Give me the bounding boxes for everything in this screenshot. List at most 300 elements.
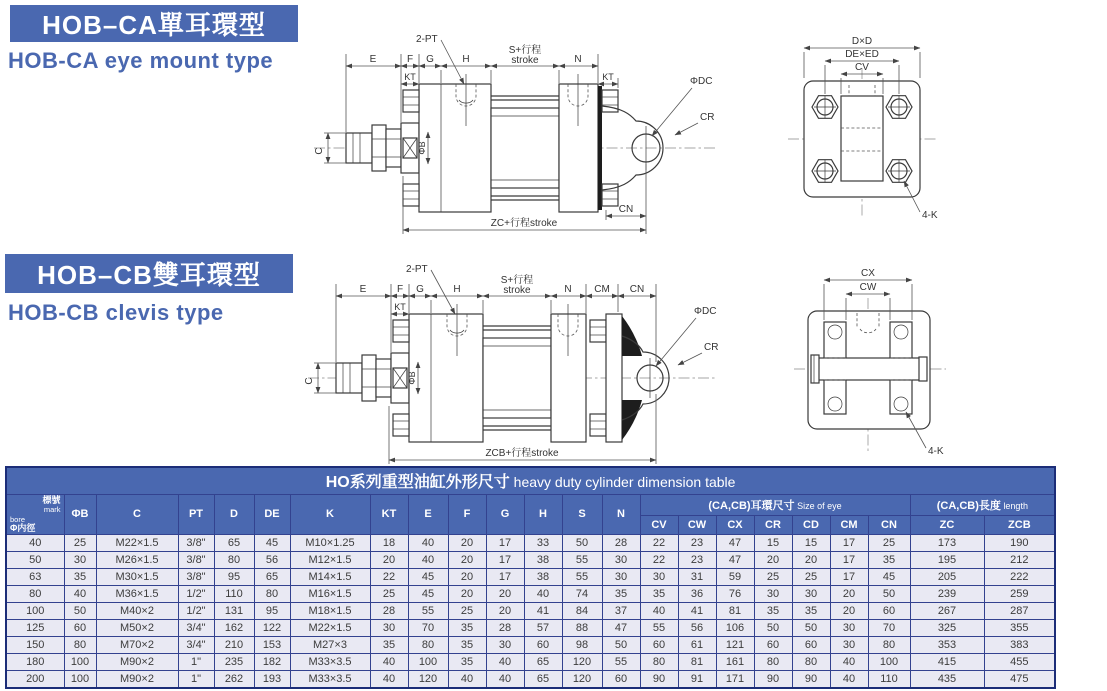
cell: 353 (910, 636, 984, 653)
column-header: S (562, 494, 602, 534)
cell: 17 (830, 568, 868, 585)
column-header: ΦB (64, 494, 96, 534)
cell: 262 (214, 670, 254, 688)
cell: 60 (792, 636, 830, 653)
cell: 17 (486, 551, 524, 568)
cell: 22 (640, 534, 678, 551)
dim-cx: CX (861, 268, 875, 279)
cell: 18 (370, 534, 408, 551)
cell: 25 (370, 585, 408, 602)
cell: 41 (524, 602, 562, 619)
cell: M36×1.5 (96, 585, 178, 602)
cell: 81 (716, 602, 754, 619)
cell: 57 (524, 619, 562, 636)
dimension-table-wrapper (5, 466, 1056, 689)
sub-column-header: CN (868, 515, 910, 534)
ca-title-zh: HOB–CA單耳環型 (42, 10, 266, 40)
cell: 81 (678, 653, 716, 670)
cell: 80 (868, 636, 910, 653)
cell: 74 (562, 585, 602, 602)
cell: 50 (754, 619, 792, 636)
dimension-table (5, 466, 1056, 689)
dim-c: C (314, 147, 325, 155)
cell: 30 (792, 585, 830, 602)
cell: 91 (678, 670, 716, 688)
dim-f: F (406, 54, 414, 65)
cell: 35 (868, 551, 910, 568)
cell: 25 (868, 534, 910, 551)
sub-column-header: CV (640, 515, 678, 534)
cell: 80 (754, 653, 792, 670)
cell: 40 (486, 653, 524, 670)
cell: 60 (640, 636, 678, 653)
dim-dc: ΦDC (694, 306, 717, 317)
sub-column-header: CX (716, 515, 754, 534)
table-title-en: heavy duty cylinder dimension table (509, 474, 736, 491)
cell: 35 (754, 602, 792, 619)
cell: 40 (640, 602, 678, 619)
port-label: 2-PT (416, 34, 438, 45)
cell: 106 (716, 619, 754, 636)
cell: 110 (868, 670, 910, 688)
cell: 120 (562, 653, 602, 670)
length-group-header: (CA,CB)長度 length (910, 494, 1055, 515)
cell: 90 (792, 670, 830, 688)
cell: 65 (524, 653, 562, 670)
cell: 90 (640, 670, 678, 688)
cell: 31 (678, 568, 716, 585)
ca-title-en: HOB-CA eye mount type (8, 48, 274, 73)
column-header: PT (178, 494, 214, 534)
cell: 65 (524, 670, 562, 688)
column-header: F (448, 494, 486, 534)
corner-header (6, 494, 64, 534)
cell: 17 (486, 534, 524, 551)
cell: 20 (792, 551, 830, 568)
ca-end-drawing (752, 24, 964, 229)
cell: 40 (64, 585, 96, 602)
cell: 59 (716, 568, 754, 585)
cell: 80 (6, 585, 64, 602)
cell: 15 (754, 534, 792, 551)
cell: 131 (214, 602, 254, 619)
cell: 56 (254, 551, 290, 568)
dim-h: H (462, 54, 470, 65)
cell: 76 (716, 585, 754, 602)
cell: 1/2" (178, 602, 214, 619)
ca-title-banner (10, 5, 298, 42)
table-row (6, 534, 1055, 551)
cell: 30 (754, 585, 792, 602)
dim-zc: ZC+行程stroke (490, 218, 558, 229)
cell: 1" (178, 670, 214, 688)
cell: 455 (984, 653, 1055, 670)
cell: 63 (6, 568, 64, 585)
cb-title-banner (5, 254, 293, 293)
cell: 150 (6, 636, 64, 653)
cell: 50 (868, 585, 910, 602)
cell: 80 (64, 636, 96, 653)
table-body (6, 534, 1055, 688)
dim-kt-left: KT (404, 72, 416, 82)
cell: 50 (602, 636, 640, 653)
cell: 3/8" (178, 534, 214, 551)
cell: 100 (64, 670, 96, 688)
cell: 55 (640, 619, 678, 636)
sub-column-header: ZC (910, 515, 984, 534)
cb-title-zh: HOB–CB雙耳環型 (37, 260, 261, 290)
cell: 60 (524, 636, 562, 653)
cell: 325 (910, 619, 984, 636)
cell: M10×1.25 (290, 534, 370, 551)
cell: 25 (754, 568, 792, 585)
sub-column-header: CD (792, 515, 830, 534)
cell: 35 (792, 602, 830, 619)
cell: M16×1.5 (290, 585, 370, 602)
dim-dd: D×D (851, 36, 873, 47)
cell: 38 (524, 551, 562, 568)
column-header: H (524, 494, 562, 534)
cell: 195 (910, 551, 984, 568)
cell: 222 (984, 568, 1055, 585)
cell: 20 (830, 602, 868, 619)
dim-c: C (304, 377, 315, 385)
cell: 17 (830, 551, 868, 568)
table-row (6, 653, 1055, 670)
column-header: D (214, 494, 254, 534)
table-title-zh: HO系列重型油缸外形尺寸 (325, 474, 510, 492)
dim-cr: CR (704, 342, 719, 353)
cell: 239 (910, 585, 984, 602)
cell: 61 (678, 636, 716, 653)
cell: 212 (984, 551, 1055, 568)
cell: 50 (64, 602, 96, 619)
cell: 100 (408, 653, 448, 670)
cell: 55 (562, 568, 602, 585)
dim-e: E (359, 284, 367, 295)
dim-4k: 4-K (928, 446, 944, 457)
cell: 383 (984, 636, 1055, 653)
cell: 162 (214, 619, 254, 636)
cb-side-drawing (298, 256, 724, 474)
cell: 35 (448, 653, 486, 670)
cell: 40 (370, 653, 408, 670)
cell: 17 (830, 534, 868, 551)
dim-cv: CV (855, 62, 869, 73)
table-row (6, 602, 1055, 619)
table-row (6, 585, 1055, 602)
cell: 35 (64, 568, 96, 585)
cell: 259 (984, 585, 1055, 602)
cell: 22 (370, 568, 408, 585)
table-header-row-1 (6, 494, 1055, 515)
cell: 3/8" (178, 551, 214, 568)
cell: 98 (562, 636, 602, 653)
dim-zcb: ZCB+行程stroke (485, 448, 559, 459)
dim-deed: DE×ED (845, 49, 879, 60)
cell: 100 (6, 602, 64, 619)
dim-cn-top: CN (629, 284, 645, 295)
cell: 355 (984, 619, 1055, 636)
cell: 25 (448, 602, 486, 619)
cell: 267 (910, 602, 984, 619)
table-title-row (6, 467, 1055, 494)
dim-cr: CR (700, 112, 715, 123)
cell: 171 (716, 670, 754, 688)
sub-column-header: CR (754, 515, 792, 534)
cell: 56 (678, 619, 716, 636)
cb-title-en: HOB-CB clevis type (8, 300, 224, 325)
cell: 17 (486, 568, 524, 585)
cell: 110 (214, 585, 254, 602)
cell: 47 (716, 551, 754, 568)
cell: 35 (448, 619, 486, 636)
dim-s-en: stroke (503, 285, 531, 296)
column-header: KT (370, 494, 408, 534)
cell: 88 (562, 619, 602, 636)
cell: 80 (254, 585, 290, 602)
cell: 30 (640, 568, 678, 585)
column-header: C (96, 494, 178, 534)
cell: 33 (524, 534, 562, 551)
cell: 40 (486, 670, 524, 688)
cell: 40 (370, 670, 408, 688)
cell: 60 (754, 636, 792, 653)
dim-e: E (369, 54, 377, 65)
cell: 3/8" (178, 568, 214, 585)
cell: 30 (370, 619, 408, 636)
cell: 55 (408, 602, 448, 619)
cell: 35 (370, 636, 408, 653)
dim-cw: CW (859, 282, 877, 293)
table-title (6, 467, 1055, 494)
cell: 80 (640, 653, 678, 670)
dim-s-zh: S+行程 (508, 45, 542, 56)
cell: M30×1.5 (96, 568, 178, 585)
cell: 30 (64, 551, 96, 568)
cell: 20 (830, 585, 868, 602)
dim-g: G (416, 284, 424, 295)
cell: 36 (678, 585, 716, 602)
sub-column-header: CM (830, 515, 868, 534)
cell: 40 (830, 670, 868, 688)
cell: 45 (408, 568, 448, 585)
cell: 35 (602, 585, 640, 602)
cell: 415 (910, 653, 984, 670)
cell: 1" (178, 653, 214, 670)
cell: 80 (408, 636, 448, 653)
cell: 65 (254, 568, 290, 585)
cell: 3/4" (178, 619, 214, 636)
port-label: 2-PT (406, 264, 428, 275)
cell: 20 (448, 534, 486, 551)
dim-cm: CM (594, 284, 610, 295)
cell: 28 (486, 619, 524, 636)
cell: 40 (830, 653, 868, 670)
eye-size-group-header: (CA,CB)耳環尺寸 Size of eye (640, 494, 910, 515)
cb-end-drawing (766, 258, 978, 463)
cell: 28 (602, 534, 640, 551)
cell: 15 (792, 534, 830, 551)
corner-bore: bore Φ内徑 (10, 514, 36, 533)
cell: 70 (408, 619, 448, 636)
cell: 47 (602, 619, 640, 636)
dim-cn: CN (618, 204, 634, 215)
cell: M90×2 (96, 670, 178, 688)
cell: 45 (408, 585, 448, 602)
cell: M12×1.5 (290, 551, 370, 568)
column-header: K (290, 494, 370, 534)
ca-side-drawing (298, 26, 724, 244)
cell: 55 (562, 551, 602, 568)
cell: 40 (408, 551, 448, 568)
cell: 120 (562, 670, 602, 688)
cell: 30 (602, 551, 640, 568)
cell: 235 (214, 653, 254, 670)
cell: 50 (6, 551, 64, 568)
cell: 95 (254, 602, 290, 619)
cell: 153 (254, 636, 290, 653)
cell: 30 (486, 636, 524, 653)
cell: 20 (448, 585, 486, 602)
cell: 45 (868, 568, 910, 585)
dim-dc: ΦDC (690, 76, 713, 87)
dim-n: N (564, 284, 572, 295)
column-header: G (486, 494, 524, 534)
column-header: DE (254, 494, 290, 534)
cell: 190 (984, 534, 1055, 551)
cell: 60 (602, 670, 640, 688)
dim-s-en: stroke (511, 55, 539, 66)
cell: 80 (792, 653, 830, 670)
cell: M27×3 (290, 636, 370, 653)
cell: 40 (6, 534, 64, 551)
cell: 45 (254, 534, 290, 551)
cell: 200 (6, 670, 64, 688)
cell: 37 (602, 602, 640, 619)
column-header: N (602, 494, 640, 534)
dim-kt-right: KT (602, 72, 614, 82)
sub-column-header: ZCB (984, 515, 1055, 534)
cell: 193 (254, 670, 290, 688)
table-row (6, 636, 1055, 653)
cell: 50 (562, 534, 602, 551)
cell: M14×1.5 (290, 568, 370, 585)
cell: 20 (486, 585, 524, 602)
cell: 475 (984, 670, 1055, 688)
cell: 35 (448, 636, 486, 653)
cell: 23 (678, 551, 716, 568)
dim-kt-left: KT (394, 302, 406, 312)
cell: 55 (602, 653, 640, 670)
cell: 95 (214, 568, 254, 585)
cell: 25 (792, 568, 830, 585)
dim-h: H (453, 284, 461, 295)
cell: M70×2 (96, 636, 178, 653)
cell: 30 (830, 636, 868, 653)
cell: 121 (716, 636, 754, 653)
cell: 100 (868, 653, 910, 670)
dim-g: G (426, 54, 434, 65)
cell: 22 (640, 551, 678, 568)
table-row (6, 551, 1055, 568)
cell: 60 (64, 619, 96, 636)
cell: 38 (524, 568, 562, 585)
corner-mark: 標號 mark (42, 494, 61, 514)
cell: M22×1.5 (290, 619, 370, 636)
cell: 205 (910, 568, 984, 585)
cell: 3/4" (178, 636, 214, 653)
cell: 30 (602, 568, 640, 585)
cell: M18×1.5 (290, 602, 370, 619)
cell: 70 (868, 619, 910, 636)
cell: M90×2 (96, 653, 178, 670)
cell: 125 (6, 619, 64, 636)
cell: 20 (370, 551, 408, 568)
cell: 20 (754, 551, 792, 568)
cell: 50 (792, 619, 830, 636)
cell: 182 (254, 653, 290, 670)
column-header: E (408, 494, 448, 534)
dim-f: F (396, 284, 404, 295)
cell: 40 (524, 585, 562, 602)
table-row (6, 568, 1055, 585)
cell: 40 (448, 670, 486, 688)
cell: 25 (64, 534, 96, 551)
cell: 20 (486, 602, 524, 619)
cell: 80 (214, 551, 254, 568)
cell: 120 (408, 670, 448, 688)
cell: M33×3.5 (290, 653, 370, 670)
cell: M33×3.5 (290, 670, 370, 688)
cell: 180 (6, 653, 64, 670)
cell: 100 (64, 653, 96, 670)
dim-b: ΦB (407, 371, 417, 385)
cell: M22×1.5 (96, 534, 178, 551)
sub-column-header: CW (678, 515, 716, 534)
cell: 40 (408, 534, 448, 551)
cell: 41 (678, 602, 716, 619)
cell: 161 (716, 653, 754, 670)
cell: M40×2 (96, 602, 178, 619)
cell: 435 (910, 670, 984, 688)
cell: 122 (254, 619, 290, 636)
dim-b: ΦB (417, 141, 427, 155)
cell: 35 (640, 585, 678, 602)
cell: 65 (214, 534, 254, 551)
cell: 287 (984, 602, 1055, 619)
cell: 30 (830, 619, 868, 636)
cell: 90 (754, 670, 792, 688)
cell: 20 (448, 568, 486, 585)
dim-n: N (574, 54, 582, 65)
dim-s-zh: S+行程 (500, 275, 534, 286)
cell: 1/2" (178, 585, 214, 602)
cell: 23 (678, 534, 716, 551)
cell: M26×1.5 (96, 551, 178, 568)
cell: 20 (448, 551, 486, 568)
cell: 47 (716, 534, 754, 551)
table-row (6, 670, 1055, 688)
cell: 28 (370, 602, 408, 619)
table-row (6, 619, 1055, 636)
cell: 84 (562, 602, 602, 619)
cell: 173 (910, 534, 984, 551)
cell: M50×2 (96, 619, 178, 636)
dim-4k: 4-K (922, 210, 938, 221)
cell: 60 (868, 602, 910, 619)
cell: 210 (214, 636, 254, 653)
